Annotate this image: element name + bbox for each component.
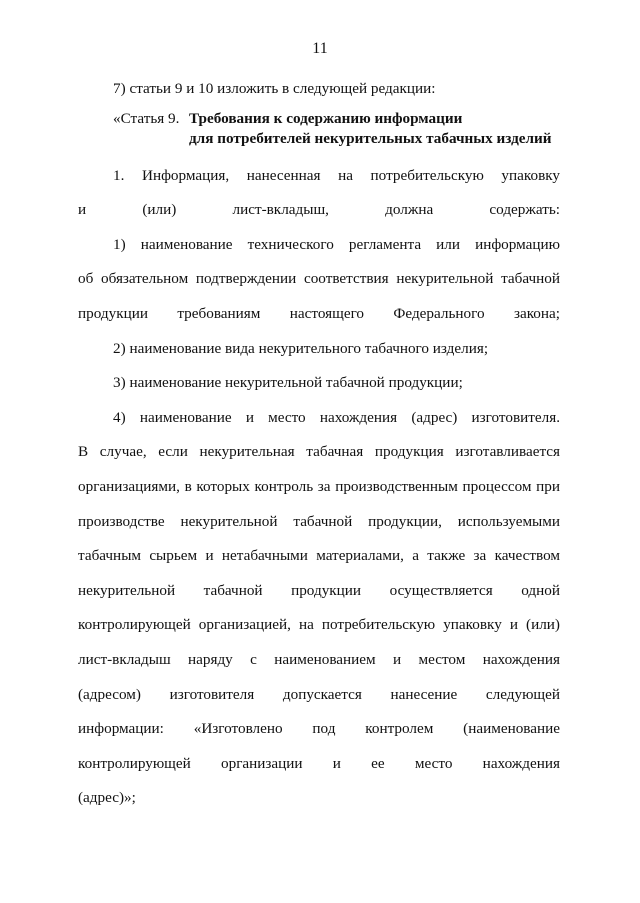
list-item-4-line: информации: «Изготовлено под контролем (наименование <box>78 720 560 738</box>
document-body <box>78 72 560 816</box>
paragraph-1-line-2: и (или) лист-вкладыш, должна содержать: <box>78 201 560 219</box>
list-item-3-text: 3) наименование некурительной табачной продукции; <box>113 374 463 392</box>
article-title <box>189 109 559 149</box>
list-item-4-line: контролирующей организации и ее место нахождения <box>78 754 560 772</box>
list-item-4-line: лист-вкладыш наряду с наименованием и местом нахождения <box>78 650 560 668</box>
amendment-intro-text: 7) статьи 9 и 10 изложить в следующей редакции: <box>113 80 436 97</box>
list-item-4 <box>78 401 560 816</box>
list-item-4-line: производстве некурительной табачной продукции, используемыми <box>78 512 560 530</box>
article-title-line-2: для потребителей некурительных табачных изделий <box>189 129 552 147</box>
list-item-2-text: 2) наименование вида некурительного табачного изделия; <box>113 339 489 357</box>
list-item-4-line: (адрес)»; <box>78 789 136 807</box>
list-item-1-line-2: об обязательном подтверждении соответствия некурительной табачной <box>78 270 560 288</box>
list-item-1-line-1: 1) наименование технического регламента или информацию <box>113 235 560 253</box>
article-title-line-1: Требования к содержанию информации <box>189 109 463 127</box>
list-item-4-line: В случае, если некурительная табачная продукция изготавливается <box>78 443 560 461</box>
page-number: 11 <box>312 40 328 57</box>
paragraph-1-line-1: 1. Информация, нанесенная на потребительскую упаковку <box>113 166 560 184</box>
list-item-3 <box>78 366 560 401</box>
list-item-4-line: контролирующей организацией, на потребительскую упаковку и (или) <box>78 616 560 634</box>
list-item-4-line: организациями, в которых контроль за производственным процессом при <box>78 477 560 495</box>
list-item-4-line: 4) наименование и место нахождения (адрес) изготовителя. <box>113 408 560 426</box>
list-item-1-line-3: продукции требованиям настоящего Федерального закона; <box>78 304 560 322</box>
article-heading <box>78 109 560 149</box>
list-item-2 <box>78 332 560 367</box>
list-item-1 <box>78 228 560 332</box>
paragraph-1 <box>78 159 560 228</box>
amendment-intro <box>78 72 560 107</box>
list-item-4-line: некурительной табачной продукции осуществляется одной <box>78 581 560 599</box>
list-item-4-line: табачным сырьем и нетабачными материалами, а также за качеством <box>78 547 560 565</box>
article-number: «Статья 9. <box>113 109 180 127</box>
list-item-4-line: (адресом) изготовителя допускается нанесение следующей <box>78 685 560 703</box>
